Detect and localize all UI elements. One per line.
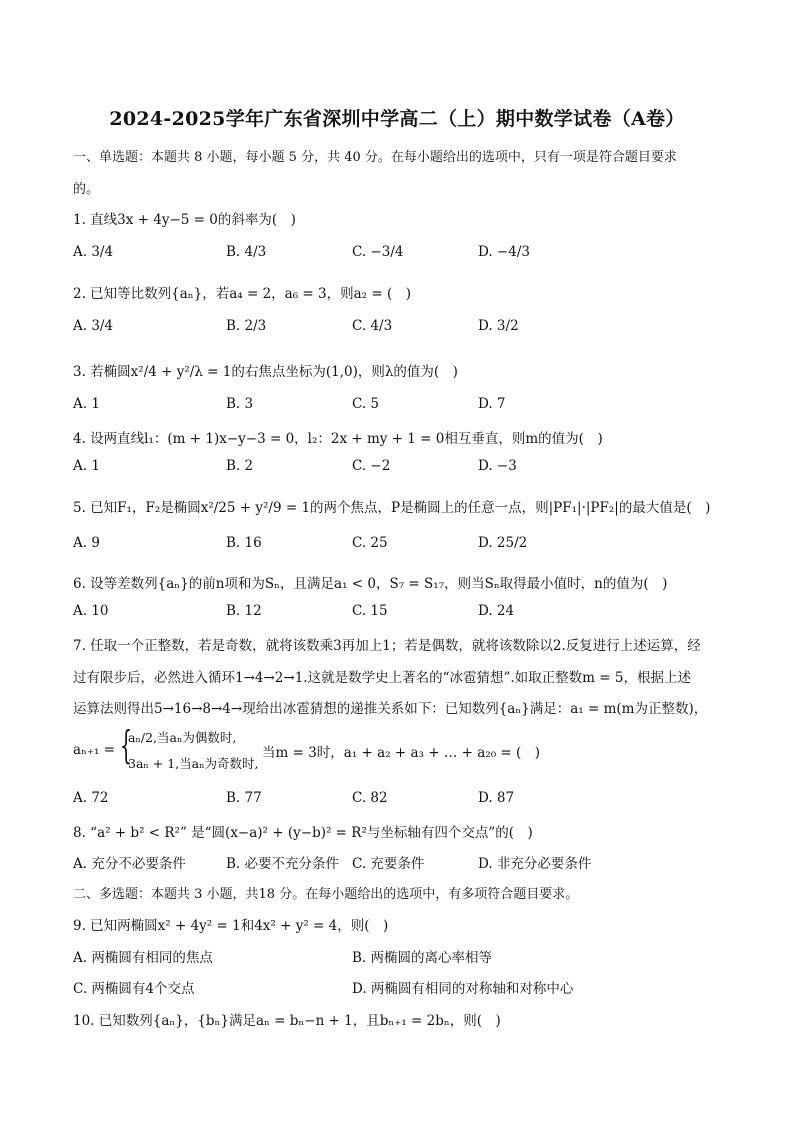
q6-option-c: C. 15 [352, 603, 388, 619]
q6-stem: 6. 设等差数列{aₙ}的前n项和为Sₙ，且满足a₁ < 0，S₇ = S₁₇，则当Sₙ取得最小值时，n的值为( ) [73, 576, 668, 592]
q1-option-a: A. 3/4 [73, 244, 114, 260]
q8-stem: 8. “a² + b² < R²” 是“圆(x−a)² + (y−b)² = R²与坐标轴有四个交点”的( ) [73, 825, 533, 841]
q3-option-a: A. 1 [73, 396, 100, 412]
q5-option-c: C. 25 [352, 535, 388, 551]
q8-option-b: B. 必要不充分条件 [226, 856, 340, 872]
q8-option-c: C. 充要条件 [352, 856, 425, 872]
q7-recurrence-lhs: aₙ₊₁ = [73, 742, 116, 758]
q7-option-c: C. 82 [352, 790, 388, 806]
q3-option-c: C. 5 [352, 396, 380, 412]
q7-brace: { [120, 723, 133, 767]
q9-option-b: B. 两椭圆的离心率相等 [352, 950, 493, 966]
q7-line-2: 过有限步后，必然进入循环1→4→2→1.这就是数学史上著名的“冰雹猜想”.如取正整数m = 5，根据上述 [73, 670, 691, 686]
q2-option-d: D. 3/2 [478, 318, 519, 334]
q2-option-c: C. 4/3 [352, 318, 393, 334]
q3-option-b: B. 3 [226, 396, 254, 412]
section1-heading-cont: 的。 [73, 182, 100, 197]
q7-case-odd: 3aₙ + 1,当aₙ为奇数时, [128, 756, 259, 771]
q1-option-d: D. −4/3 [478, 244, 530, 260]
q2-option-b: B. 2/3 [226, 318, 267, 334]
q8-option-d: D. 非充分必要条件 [478, 856, 592, 872]
q4-option-a: A. 1 [73, 458, 100, 474]
q5-option-b: B. 16 [226, 535, 262, 551]
q1-stem: 1. 直线3x + 4y−5 = 0的斜率为( ) [73, 212, 296, 228]
q7-line-3: 运算法则得出5→16→8→4→现给出冰雹猜想的递推关系如下：已知数列{aₙ}满足：a₁ = m(m为正整数)， [73, 701, 708, 717]
q7-option-d: D. 87 [478, 790, 515, 806]
q4-option-c: C. −2 [352, 458, 391, 474]
q2-stem: 2. 已知等比数列{aₙ}，若a₄ = 2，a₆ = 3，则a₂ = ( ) [73, 286, 412, 302]
q8-option-a: A. 充分不必要条件 [73, 856, 186, 872]
q9-option-c: C. 两椭圆有4个交点 [73, 981, 195, 997]
q4-stem: 4. 设两直线l₁：(m + 1)x−y−3 = 0，l₂：2x + my + 1 = 0相互垂直，则m的值为( ) [73, 431, 603, 447]
q7-case-even: aₙ/2,当aₙ为偶数时, [128, 730, 237, 745]
q3-option-d: D. 7 [478, 396, 506, 412]
q4-option-b: B. 2 [226, 458, 254, 474]
q9-option-a: A. 两椭圆有相同的焦点 [73, 950, 213, 966]
q9-option-d: D. 两椭圆有相同的对称轴和对称中心 [352, 981, 574, 997]
q1-option-b: B. 4/3 [226, 244, 267, 260]
q7-tail: 当m = 3时，a₁ + a₂ + a₃ + … + a₂₀ = ( ) [262, 745, 541, 761]
q5-option-d: D. 25/2 [478, 535, 528, 551]
section2-heading: 二、多选题：本题共 3 小题，共18 分。在每小题给出的选项中，有多项符合题目要求。 [73, 887, 579, 902]
q5-option-a: A. 9 [73, 535, 100, 551]
q1-option-c: C. −3/4 [352, 244, 404, 260]
section1-heading: 一、单选题：本题共 8 小题，每小题 5 分，共 40 分。在每小题给出的选项中，只有一项是符合题目要求 [73, 150, 677, 165]
q6-option-b: B. 12 [226, 603, 262, 619]
q2-option-a: A. 3/4 [73, 318, 114, 334]
page-title: 2024-2025学年广东省深圳中学高二（上）期中数学试卷（A卷） [109, 108, 685, 130]
q9-stem: 9. 已知两椭圆x² + 4y² = 1和4x² + y² = 4，则( ) [73, 918, 389, 934]
q4-option-d: D. −3 [478, 458, 517, 474]
q10-stem: 10. 已知数列{aₙ}，{bₙ}满足aₙ = bₙ−n + 1，且bₙ₊₁ = 2bₙ，则( ) [73, 1013, 501, 1029]
q7-option-a: A. 72 [73, 790, 109, 806]
q3-stem: 3. 若椭圆x²/4 + y²/λ = 1的右焦点坐标为(1,0)，则λ的值为( ) [73, 364, 458, 380]
q5-stem: 5. 已知F₁，F₂是椭圆x²/25 + y²/9 = 1的两个焦点，P是椭圆上的任意一点，则|PF₁|·|PF₂|的最大值是( ) [73, 500, 711, 516]
q7-line-1: 7. 任取一个正整数，若是奇数，就将该数乘3再加上1；若是偶数，就将该数除以2.反复进行上述运算，经 [73, 638, 701, 654]
q6-option-d: D. 24 [478, 603, 515, 619]
q7-option-b: B. 77 [226, 790, 262, 806]
q6-option-a: A. 10 [73, 603, 109, 619]
